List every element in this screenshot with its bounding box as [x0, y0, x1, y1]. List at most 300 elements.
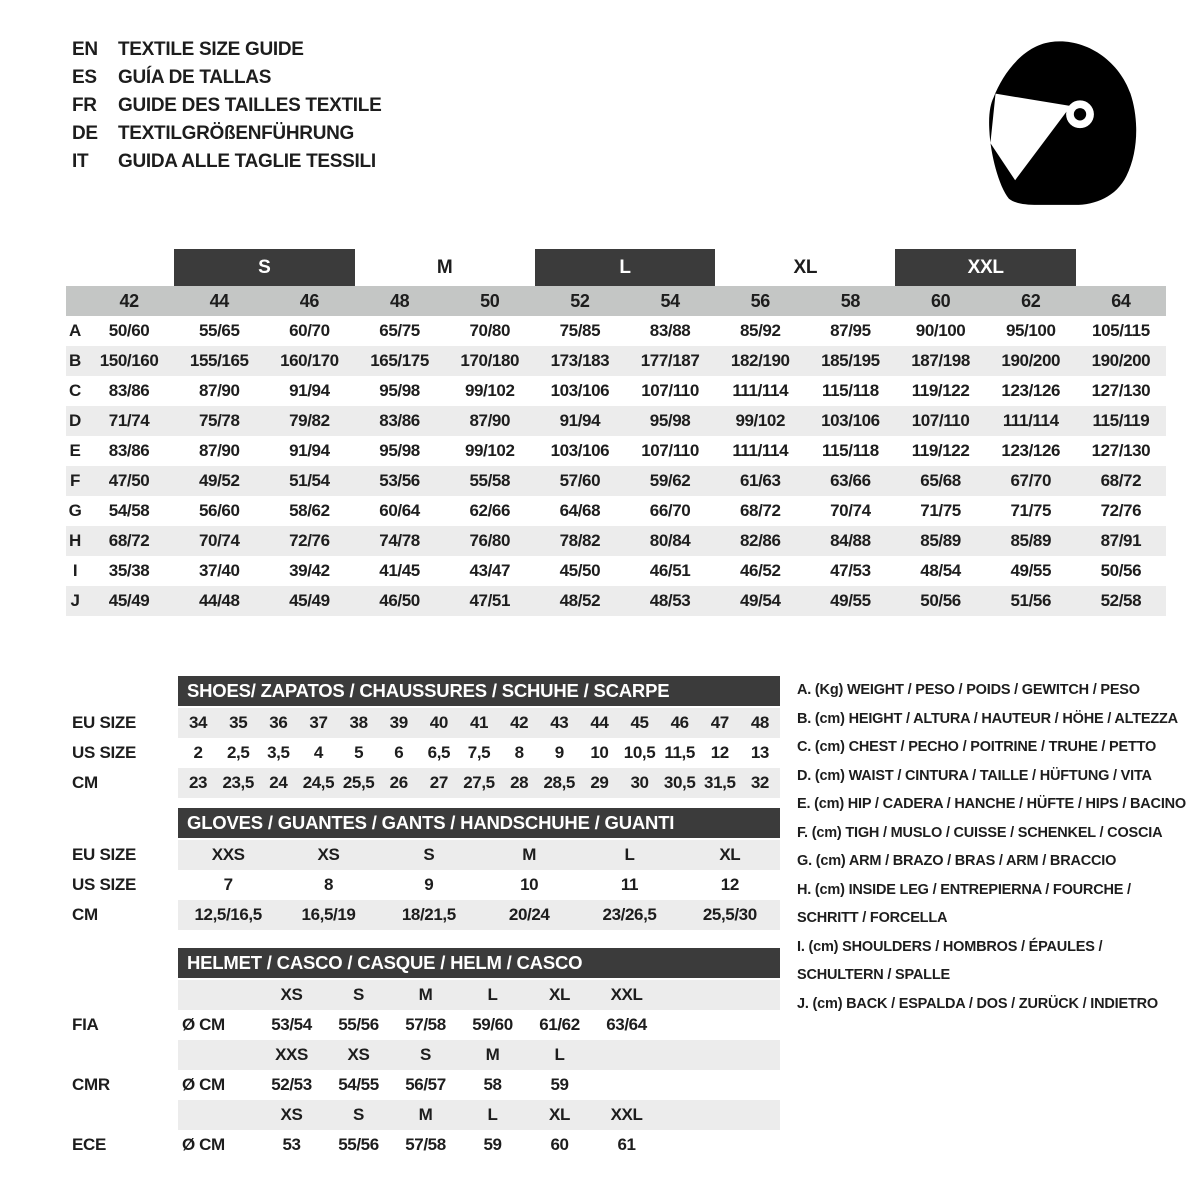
gloves-section — [72, 808, 780, 930]
language-label: GUIDA ALLE TAGLIE TESSILI — [118, 151, 376, 172]
size-value-cell: 44/48 — [198, 591, 240, 610]
helmet-value-row — [178, 1130, 780, 1160]
size-value-cell: 45/50 — [559, 561, 601, 580]
size-value-cell: 50/56 — [1100, 561, 1142, 580]
size-table-row — [66, 586, 1166, 616]
helmet-value: 55/56 — [338, 1135, 379, 1154]
shoes-value: 48 — [750, 713, 769, 732]
legend-item — [797, 933, 1189, 990]
shoes-value: 24,5 — [302, 773, 335, 792]
legend-item — [797, 819, 1189, 848]
size-value-cell: 66/70 — [649, 501, 691, 520]
language-code: ES — [72, 67, 97, 88]
legend-item — [797, 676, 1189, 705]
shoes-value: 34 — [189, 713, 208, 732]
shoes-labels — [72, 676, 178, 798]
size-value-cell: 71/75 — [1010, 501, 1052, 520]
helmet-size-row — [178, 980, 780, 1010]
language-label: TEXTILE SIZE GUIDE — [118, 39, 304, 60]
size-value-cell: 80/84 — [649, 531, 691, 550]
size-table-row — [66, 526, 1166, 556]
shoes-label-spacer — [72, 676, 178, 708]
row-label: F — [70, 471, 80, 490]
size-value-cell: 115/118 — [822, 441, 879, 460]
size-table-row — [66, 556, 1166, 586]
helmet-title: HELMET / CASCO / CASQUE / HELM / CASCO — [178, 948, 780, 978]
language-item — [72, 92, 381, 120]
size-value-cell: 64/68 — [559, 501, 601, 520]
helmet-size-header: M — [485, 1045, 500, 1064]
language-item — [72, 36, 381, 64]
size-value-cell: 48/53 — [649, 591, 691, 610]
size-value-cell: 160/170 — [280, 351, 339, 370]
size-col-header: 54 — [660, 290, 680, 311]
helmet-unit-cell: Ø CM — [182, 1075, 225, 1094]
size-value-cell: 182/190 — [730, 351, 790, 370]
legend-item — [797, 733, 1189, 762]
helmet-size-header: XXL — [610, 1105, 643, 1124]
legend-line: A. (Kg) WEIGHT / PESO / POIDS / GEWITCH / PESO — [797, 682, 1140, 698]
size-value-cell: 50/56 — [920, 591, 961, 610]
size-value-cell: 119/122 — [911, 381, 970, 400]
gloves-value: L — [624, 845, 635, 864]
legend-line: SCHULTERN / SPALLE — [797, 967, 950, 983]
size-value-cell: 170/180 — [460, 351, 520, 370]
size-value-cell: 87/90 — [198, 441, 240, 460]
shoes-row — [178, 708, 780, 738]
helmet-rows — [178, 980, 780, 1160]
size-value-cell: 187/198 — [911, 351, 970, 370]
size-value-cell: 99/102 — [735, 411, 786, 430]
shoes-value: 28 — [510, 773, 529, 792]
size-table-row — [66, 316, 1166, 346]
size-value-cell: 46/51 — [649, 561, 691, 580]
size-value-cell: 60/70 — [289, 321, 330, 340]
size-value-cell: 173/183 — [550, 351, 610, 370]
gloves-rows — [178, 840, 780, 930]
size-group-m: M — [436, 256, 453, 278]
gloves-table — [178, 808, 780, 930]
legend-line: J. (cm) BACK / ESPALDA / DOS / ZURÜCK / INDIETRO — [797, 995, 1158, 1012]
helmet-value: 57/58 — [405, 1015, 446, 1034]
size-value-cell: 43/47 — [469, 561, 511, 580]
shoes-row-label: US SIZE — [72, 743, 137, 762]
legend-line: I. (cm) SHOULDERS / HOMBROS / ÉPAULES / — [797, 938, 1103, 955]
helmet-value: 57/58 — [405, 1135, 446, 1154]
gloves-value: 11 — [620, 875, 639, 894]
size-table-row — [66, 346, 1166, 376]
size-table-body — [66, 316, 1166, 616]
size-value-cell: 39/42 — [289, 561, 330, 580]
helmet-label-gap — [72, 980, 178, 1010]
gloves-value: 8 — [323, 875, 334, 894]
helmet-size-row — [178, 1040, 780, 1070]
size-value-cell: 72/76 — [289, 531, 330, 550]
legend-line: SCHRITT / FORCELLA — [797, 910, 948, 926]
size-value-cell: 107/110 — [911, 411, 970, 430]
shoes-row-label: CM — [72, 773, 98, 792]
size-value-cell: 35/38 — [108, 561, 150, 580]
shoes-value: 12 — [710, 743, 729, 762]
gloves-value: XS — [317, 845, 340, 864]
shoes-row — [178, 768, 780, 798]
language-code: FR — [72, 95, 97, 116]
size-value-cell: 85/92 — [739, 321, 781, 340]
helmet-size-header: XS — [347, 1045, 370, 1064]
legend-item — [797, 876, 1189, 933]
size-value-cell: 67/70 — [1010, 471, 1052, 490]
gloves-value: 7 — [223, 875, 233, 894]
helmet-size-header: S — [420, 1045, 431, 1064]
shoes-section — [72, 676, 780, 798]
helmet-labels — [72, 948, 178, 1160]
shoes-value: 36 — [269, 713, 288, 732]
gloves-value: 25,5/30 — [702, 905, 757, 924]
gloves-row — [178, 900, 780, 930]
gloves-row — [178, 840, 780, 870]
helmet-size-row — [178, 1100, 780, 1130]
gloves-row-label: EU SIZE — [72, 845, 137, 864]
size-value-cell: 103/106 — [550, 441, 610, 460]
shoes-value: 31,5 — [704, 773, 736, 792]
helmet-value-row — [178, 1010, 780, 1040]
helmet-value: 53 — [282, 1135, 301, 1154]
shoes-value: 42 — [510, 713, 529, 732]
size-value-cell: 111/114 — [732, 441, 789, 460]
legend-line: E. (cm) HIP / CADERA / HANCHE / HÜFTE / HIPS / BACINO — [797, 796, 1186, 812]
helmet-value: 59 — [483, 1135, 502, 1154]
size-col-header: 64 — [1111, 290, 1131, 311]
size-value-cell: 95/100 — [1005, 321, 1056, 340]
gloves-row — [178, 870, 780, 900]
size-value-cell: 71/74 — [108, 411, 150, 430]
size-value-cell: 111/114 — [732, 381, 789, 400]
helmet-size-header: S — [353, 985, 364, 1004]
size-value-cell: 85/89 — [920, 531, 961, 550]
language-item — [72, 148, 381, 176]
size-value-cell: 57/60 — [559, 471, 601, 490]
size-value-cell: 61/63 — [739, 471, 781, 490]
size-value-cell: 46/50 — [379, 591, 420, 610]
size-value-cell: 72/76 — [1100, 501, 1142, 520]
textile-size-table — [66, 249, 1166, 616]
size-value-cell: 87/91 — [1100, 531, 1142, 550]
gloves-value: 23/26,5 — [602, 905, 657, 924]
gloves-title: GLOVES / GUANTES / GANTS / HANDSCHUHE / GUANTI — [178, 808, 780, 838]
size-value-cell: 84/88 — [830, 531, 871, 550]
language-item — [72, 64, 381, 92]
gloves-labels — [72, 808, 178, 930]
gloves-value: 9 — [424, 875, 434, 894]
size-value-cell: 91/94 — [559, 411, 601, 430]
helmet-size-header: M — [418, 985, 433, 1004]
size-value-cell: 74/78 — [379, 531, 420, 550]
size-value-cell: 46/52 — [739, 561, 781, 580]
size-col-header: 48 — [389, 290, 410, 311]
helmet-size-header: S — [353, 1105, 364, 1124]
helmet-size-header: L — [487, 1105, 498, 1124]
shoes-value: 4 — [313, 743, 323, 762]
size-value-cell: 45/49 — [289, 591, 330, 610]
size-group-xl: XL — [793, 256, 818, 278]
row-label: D — [69, 411, 81, 430]
size-value-cell: 63/66 — [830, 471, 871, 490]
shoes-value: 26 — [389, 773, 408, 792]
helmet-value: 59/60 — [472, 1015, 513, 1034]
row-label: G — [68, 501, 82, 520]
size-value-cell: 91/94 — [289, 381, 330, 400]
shoes-value: 43 — [550, 713, 569, 732]
legend-line: G. (cm) ARM / BRAZO / BRAS / ARM / BRACCIO — [797, 853, 1117, 869]
helmet-label-gap — [72, 1100, 178, 1130]
helmet-size-header: XXS — [275, 1045, 308, 1064]
language-code: EN — [72, 39, 98, 60]
shoes-value: 9 — [554, 743, 564, 762]
language-label: TEXTILGRÖßENFÜHRUNG — [118, 123, 355, 144]
helmet-value: 61/62 — [539, 1015, 580, 1034]
gloves-value: 16,5/19 — [301, 905, 356, 924]
shoes-value: 47 — [710, 713, 729, 732]
size-value-cell: 68/72 — [108, 531, 150, 550]
size-value-cell: 70/80 — [469, 321, 511, 340]
gloves-value: S — [423, 845, 435, 864]
size-value-cell: 78/82 — [559, 531, 601, 550]
size-col-header: 62 — [1021, 290, 1041, 311]
shoes-value: 13 — [750, 743, 769, 762]
size-value-cell: 49/55 — [1010, 561, 1052, 580]
shoes-value: 6,5 — [427, 743, 451, 762]
helmet-size-header: XS — [280, 1105, 303, 1124]
helmet-value: 54/55 — [338, 1075, 379, 1094]
shoes-rows — [178, 708, 780, 798]
size-value-cell: 55/65 — [198, 321, 240, 340]
size-value-cell: 165/175 — [370, 351, 429, 370]
size-table-row — [66, 406, 1166, 436]
size-group-l: L — [535, 249, 715, 286]
helmet-value-row — [178, 1070, 780, 1100]
legend-line: D. (cm) WAIST / CINTURA / TAILLE / HÜFTUNG / VITA — [797, 767, 1152, 784]
shoes-value: 38 — [349, 713, 368, 732]
shoes-value: 29 — [590, 773, 609, 792]
size-group-xxl: XXL — [895, 249, 1075, 286]
gloves-row-label: US SIZE — [72, 875, 137, 894]
size-value-cell: 123/126 — [1001, 441, 1061, 460]
shoes-value: 46 — [670, 713, 689, 732]
size-value-cell: 65/75 — [379, 321, 420, 340]
gloves-row-label: CM — [72, 905, 98, 924]
size-value-cell: 65/68 — [920, 471, 961, 490]
language-label: GUÍA DE TALLAS — [118, 67, 272, 88]
size-value-cell: 87/90 — [469, 411, 511, 430]
shoes-value: 23 — [189, 773, 208, 792]
size-value-cell: 75/78 — [198, 411, 240, 430]
row-label: I — [72, 561, 78, 580]
size-value-cell: 47/53 — [830, 561, 871, 580]
gloves-value: 18/21,5 — [401, 905, 456, 924]
size-value-cell: 83/88 — [649, 321, 691, 340]
size-value-cell: 103/106 — [550, 381, 610, 400]
shoes-row-label: EU SIZE — [72, 713, 137, 732]
shoes-value: 25,5 — [342, 773, 375, 792]
helmet-table — [178, 948, 780, 1160]
size-value-cell: 185/195 — [821, 351, 880, 370]
legend-line: F. (cm) TIGH / MUSLO / CUISSE / SCHENKEL / COSCIA — [797, 824, 1163, 841]
size-value-cell: 71/75 — [920, 501, 961, 520]
size-value-cell: 87/95 — [830, 321, 871, 340]
size-value-cell: 115/118 — [822, 381, 879, 400]
legend-item — [797, 990, 1189, 1019]
helmet-unit-cell: Ø CM — [182, 1015, 225, 1034]
helmet-standard-label: FIA — [72, 1015, 99, 1034]
racing-helmet-icon — [980, 36, 1145, 208]
shoes-value: 24 — [269, 773, 288, 792]
gloves-value: 12 — [720, 875, 739, 894]
size-value-cell: 107/110 — [641, 381, 699, 400]
size-value-cell: 83/86 — [108, 381, 150, 400]
size-value-cell: 45/49 — [108, 591, 150, 610]
size-value-cell: 54/58 — [108, 501, 150, 520]
legend-line: B. (cm) HEIGHT / ALTURA / HAUTEUR / HÖHE / ALTEZZA — [797, 710, 1178, 727]
size-value-cell: 56/60 — [198, 501, 240, 520]
shoes-value: 2,5 — [226, 743, 250, 762]
size-value-cell: 83/86 — [379, 411, 420, 430]
size-table-row — [66, 376, 1166, 406]
size-value-cell: 68/72 — [739, 501, 781, 520]
size-value-cell: 119/122 — [911, 441, 970, 460]
shoes-value: 28,5 — [543, 773, 575, 792]
helmet-unit-cell: Ø CM — [182, 1135, 225, 1154]
helmet-value: 58 — [483, 1075, 502, 1094]
size-table-row — [66, 496, 1166, 526]
size-value-cell: 58/62 — [289, 501, 330, 520]
shoes-value: 27,5 — [463, 773, 495, 792]
size-value-cell: 95/98 — [649, 411, 691, 430]
size-value-cell: 105/115 — [1092, 321, 1150, 340]
helmet-size-header: XL — [549, 985, 570, 1004]
size-value-cell: 99/102 — [464, 381, 515, 400]
shoes-value: 7,5 — [467, 743, 491, 762]
size-col-header: 56 — [750, 290, 770, 311]
size-value-cell: 70/74 — [198, 531, 240, 550]
shoes-value: 39 — [389, 713, 408, 732]
size-value-cell: 123/126 — [1001, 381, 1061, 400]
size-value-cell: 127/130 — [1091, 441, 1151, 460]
shoes-row — [178, 738, 780, 768]
shoes-value: 11,5 — [664, 743, 695, 762]
shoes-value: 37 — [309, 713, 328, 732]
size-value-cell: 90/100 — [915, 321, 966, 340]
helmet-value: 61 — [617, 1135, 636, 1154]
shoes-value: 23,5 — [222, 773, 254, 792]
size-value-cell: 49/55 — [830, 591, 871, 610]
helmet-unit-blank — [178, 980, 258, 1010]
shoes-title: SHOES/ ZAPATOS / CHAUSSURES / SCHUHE / SCARPE — [178, 676, 780, 706]
size-value-cell: 91/94 — [289, 441, 330, 460]
row-label: E — [69, 441, 81, 460]
size-col-header: 58 — [840, 290, 861, 311]
size-row-corner — [66, 286, 84, 316]
helmet-value: 55/56 — [338, 1015, 379, 1034]
helmet-label-gap — [72, 1040, 178, 1070]
legend-item — [797, 762, 1189, 791]
shoes-value: 8 — [514, 743, 524, 762]
size-value-cell: 62/66 — [469, 501, 511, 520]
legend-item — [797, 790, 1189, 819]
helmet-value: 52/53 — [271, 1075, 312, 1094]
helmet-value: 60 — [550, 1135, 569, 1154]
shoes-value: 44 — [590, 713, 609, 732]
shoes-value: 10 — [590, 743, 609, 762]
shoes-value: 40 — [429, 713, 448, 732]
size-value-cell: 48/54 — [920, 561, 961, 580]
language-item — [72, 120, 381, 148]
helmet-value: 56/57 — [405, 1075, 446, 1094]
shoes-value: 10,5 — [623, 743, 656, 762]
measurement-legend — [797, 676, 1189, 1018]
size-value-cell: 52/58 — [1100, 591, 1142, 610]
size-value-cell: 59/62 — [649, 471, 691, 490]
size-header-row — [66, 286, 1166, 316]
gloves-value: M — [522, 845, 537, 864]
size-value-cell: 103/106 — [821, 411, 880, 430]
size-value-cell: 111/114 — [1002, 411, 1059, 430]
size-value-cell: 127/130 — [1091, 381, 1151, 400]
helmet-label-spacer — [72, 948, 178, 980]
size-value-cell: 49/52 — [198, 471, 240, 490]
size-col-header: 46 — [299, 290, 320, 311]
size-value-cell: 47/51 — [469, 591, 511, 610]
helmet-value: 59 — [550, 1075, 569, 1094]
size-value-cell: 155/165 — [189, 351, 249, 370]
helmet-unit-blank — [178, 1100, 258, 1130]
gloves-value: XXS — [211, 845, 245, 864]
size-group-s: S — [174, 249, 354, 286]
shoes-value: 45 — [630, 713, 649, 732]
size-col-header: 44 — [209, 290, 229, 311]
legend-line: H. (cm) INSIDE LEG / ENTREPIERNA / FOURCHE / — [797, 881, 1131, 898]
size-col-header: 50 — [480, 290, 500, 311]
gloves-value: XL — [719, 845, 741, 864]
size-value-cell: 115/119 — [1092, 411, 1150, 430]
size-value-cell: 190/200 — [1091, 351, 1151, 370]
size-value-cell: 60/64 — [379, 501, 420, 520]
size-value-cell: 95/98 — [379, 441, 420, 460]
size-value-cell: 95/98 — [379, 381, 420, 400]
helmet-size-header: XL — [549, 1105, 570, 1124]
size-table-row — [66, 436, 1166, 466]
size-value-cell: 53/56 — [379, 471, 420, 490]
helmet-value: 63/64 — [606, 1015, 647, 1034]
helmet-size-header: XS — [280, 985, 303, 1004]
helmet-standard-label: CMR — [72, 1075, 110, 1094]
size-value-cell: 47/50 — [108, 471, 150, 490]
size-value-cell: 49/54 — [739, 591, 781, 610]
size-value-cell: 150/160 — [99, 351, 159, 370]
size-col-header: 60 — [930, 290, 951, 311]
size-value-cell: 79/82 — [289, 411, 330, 430]
shoes-value: 32 — [750, 773, 769, 792]
size-value-cell: 50/60 — [108, 321, 150, 340]
gloves-value: 20/24 — [508, 905, 550, 924]
size-value-cell: 85/89 — [1010, 531, 1052, 550]
size-value-cell: 75/85 — [559, 321, 601, 340]
size-value-cell: 82/86 — [739, 531, 781, 550]
helmet-section — [72, 948, 780, 1160]
row-label: J — [70, 591, 80, 610]
row-label: A — [69, 321, 81, 340]
language-code: DE — [72, 123, 98, 144]
legend-line: C. (cm) CHEST / PECHO / POITRINE / TRUHE / PETTO — [797, 739, 1157, 755]
